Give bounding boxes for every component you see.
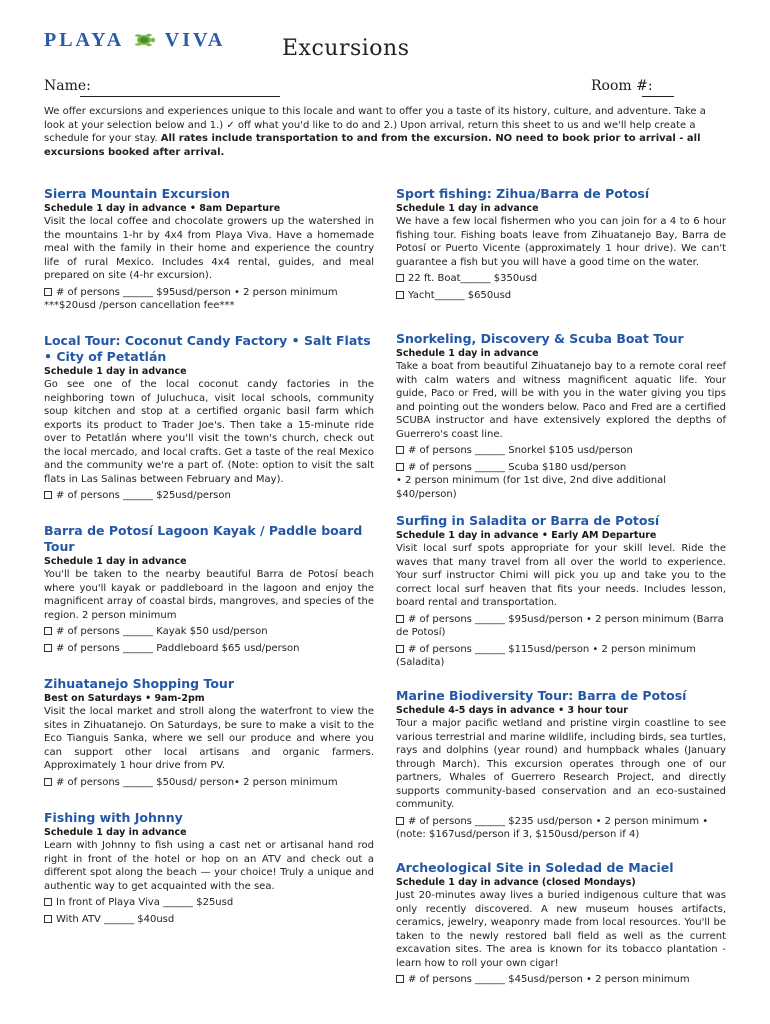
- option-label: # of persons ______ $25usd/person: [56, 490, 231, 501]
- checkbox[interactable]: [396, 645, 404, 653]
- intro-text: We offer excursions and experiences unique to this locale and want to offer you a taste of its history, culture, and adventure. Take a look at your selection below and 1.) ✓ off what you'd like to do and 2.) Upon arrival, return this sheet to us and we'll help create a schedule for your stay.: [44, 106, 706, 144]
- booking-option[interactable]: [44, 776, 374, 790]
- excursion-local-tour: [44, 333, 374, 503]
- excursion-schedule: Schedule 1 day in advance: [44, 556, 187, 567]
- option-label: In front of Playa Viva ______ $25usd: [56, 897, 234, 908]
- excursion-description: Learn with Johnny to fish using a cast net or artisanal hand rod right in front of the hotel or hop on an ATV and check out a different spot along the beach — your choice! Truly a unique and authentic way to get acquainted with the sea.: [44, 840, 374, 892]
- excursion-description: Visit the local market and stroll along the waterfront to view the sites in Zihuatanejo. On Saturdays, be sure to make a visit to the Eco Tianguis Sanka, where we sell our produce and where you can support other local artisans and organic farmers. Approximately 1 hour drive from PV.: [44, 706, 374, 771]
- excursion-schedule: Schedule 4-5 days in advance • 3 hour tour: [396, 705, 628, 716]
- turtle-icon: [131, 32, 157, 48]
- excursion-description: You'll be taken to the nearby beautiful Barra de Potosí beach where you'll kayak or paddleboard in the lagoon and enjoy the magnificent array of coastal birds, mangroves, and species of the region. 2 person minimum: [44, 569, 374, 621]
- intro-paragraph: [44, 105, 726, 159]
- checkbox[interactable]: [396, 291, 404, 299]
- checkbox[interactable]: [396, 274, 404, 282]
- booking-option[interactable]: [396, 973, 726, 987]
- excursion-title: Sierra Mountain Excursion: [44, 186, 230, 201]
- excursion-snorkeling: [396, 331, 726, 501]
- name-label: Name:: [44, 78, 91, 94]
- option-label: Yacht______ $650usd: [408, 289, 512, 301]
- checkbox[interactable]: [396, 817, 404, 825]
- booking-option[interactable]: [396, 444, 726, 458]
- option-label: # of persons ______ $45usd/person • 2 person minimum: [408, 974, 690, 985]
- excursion-title: Fishing with Johnny: [44, 810, 183, 825]
- option-label: # of persons ______ Paddleboard $65 usd/person: [56, 642, 300, 654]
- checkbox[interactable]: [396, 463, 404, 471]
- option-label: # of persons ______ Snorkel $105 usd/person: [408, 445, 633, 456]
- excursion-description: Take a boat from beautiful Zihuatanejo bay to a remote coral reef with calm waters and witness magnificent aquatic life. Your guide, Paco or Fred, will be with you in the water giving you tips and pointing out the wonders below. Paco and Fred are a certified SCUBA instructor and have extensively explored the depths of Guerrero's coast line.: [396, 361, 726, 440]
- excursion-title: Barra de Potosí Lagoon Kayak / Paddle board Tour: [44, 523, 363, 554]
- checkbox[interactable]: [44, 288, 52, 296]
- excursion-schedule: Schedule 1 day in advance • 8am Departure: [44, 203, 281, 214]
- excursion-title: Local Tour: Coconut Candy Factory • Salt Flats • City of Petatlán: [44, 333, 371, 364]
- booking-option[interactable]: [44, 489, 374, 503]
- booking-option[interactable]: [44, 625, 374, 639]
- option-label: # of persons ______ Kayak $50 usd/person: [56, 626, 268, 637]
- excursion-description: We have a few local fishermen who you can join for a 4 to 6 hour fishing tour. Fishing boats leave from Zihuatanejo Bay, Barra de Potosí or Puerto Vicente (approximately 1 hour drive). We can't guarantee a fish but you will have a good time on the water.: [396, 216, 726, 268]
- booking-option[interactable]: [396, 289, 726, 303]
- option-label: # of persons ______ $95usd/person • 2 person minimum: [56, 286, 338, 298]
- excursion-surfing: [396, 513, 726, 670]
- excursion-schedule: Schedule 1 day in advance: [396, 348, 539, 359]
- excursion-description: Visit the local coffee and chocolate growers up the watershed in the mountains 1-hr by 4x4 from Playa Viva. Have a homemade meal with the family in their home and experience the country life of rural Mexico. Includes 4x4 rental, guides, and meal prepared on site (4-hr excursion).: [44, 216, 374, 281]
- minimum-note: • 2 person minimum (for 1st dive, 2nd dive additional $40/person): [396, 475, 667, 500]
- excursion-title: Marine Biodiversity Tour: Barra de Potosí: [396, 688, 687, 703]
- guest-info-bar: [44, 80, 734, 102]
- checkbox[interactable]: [44, 778, 52, 786]
- option-label: # of persons ______ $50usd/ person• 2 person minimum: [56, 776, 338, 788]
- booking-option[interactable]: [44, 896, 374, 910]
- excursion-schedule: Schedule 1 day in advance • Early AM Departure: [396, 530, 657, 541]
- playa-viva-logo: [44, 29, 226, 51]
- option-label: 22 ft. Boat______ $350usd: [408, 273, 538, 284]
- name-field[interactable]: [80, 96, 280, 97]
- excursion-kayak-tour: [44, 523, 374, 655]
- excursion-title: Archeological Site in Soledad de Maciel: [396, 860, 674, 875]
- excursion-sierra-mountain: [44, 186, 374, 313]
- booking-option[interactable]: [44, 286, 374, 300]
- excursion-marine-biodiversity: [396, 688, 726, 842]
- booking-option[interactable]: [396, 272, 726, 286]
- booking-option[interactable]: [396, 461, 726, 475]
- excursion-description: Just 20-minutes away lives a buried indigenous culture that was only recently discovered. A new museum houses artifacts, ceramics, jewelry, weaponry made from local resources. You'll be taken to the newly restored ball field as well as the current excavation sites. The area is known for its tobacco plantation - learn how to roll your own cigar!: [396, 890, 726, 969]
- excursion-schedule: Schedule 1 day in advance (closed Mondays): [396, 877, 636, 888]
- cancellation-note: ***$20usd /person cancellation fee***: [44, 300, 235, 311]
- excursion-description: Go see one of the local coconut candy factories in the neighboring town of Juluchuca, visit local schools, community soup kitchen and stop at a certified organic basil farm which exports its product to Trader Joe's. Then take a 15-minute ride over to Petatlán where you'll visit the town's church, check out the local mercado, and local crafts. Get a taste of the real Mexico and the community we're a part of. (Note: option to visit the salt flats in Las Salinas between February and May).: [44, 379, 374, 485]
- excursion-schedule: Best on Saturdays • 9am-2pm: [44, 693, 205, 704]
- page-header: [44, 30, 734, 70]
- checkbox[interactable]: [44, 898, 52, 906]
- option-label: # of persons ______ $235 usd/person • 2 person minimum • (note: $167usd/person if 3, $150usd/person if 4): [396, 815, 709, 840]
- excursion-fishing-johnny: [44, 810, 374, 926]
- checkbox[interactable]: [44, 915, 52, 923]
- option-label: # of persons ______ $115usd/person • 2 person minimum (Saladita): [396, 643, 696, 668]
- excursion-shopping-tour: [44, 676, 374, 789]
- excursion-title: Zihuatanejo Shopping Tour: [44, 676, 234, 691]
- room-label: Room #:: [591, 78, 653, 94]
- checkbox[interactable]: [396, 615, 404, 623]
- page-title: Excursions: [282, 36, 410, 61]
- booking-option[interactable]: [44, 642, 374, 656]
- booking-option[interactable]: [396, 815, 726, 842]
- excursion-description: Tour a major pacific wetland and pristine virgin coastline to see various terrestrial and marine wildlife, including birds, sea turtles, rays and dolphins (year round) and humpback whales (January through March). This excursion operates through one of our partners, Whales of Guerrero Research Project, and directly supports community-based conservation and an eco-sustained community.: [396, 718, 727, 810]
- excursion-archeological-site: [396, 860, 726, 987]
- booking-option[interactable]: [396, 613, 726, 640]
- excursion-sport-fishing: [396, 186, 726, 302]
- checkbox[interactable]: [44, 627, 52, 635]
- option-label: # of persons ______ Scuba $180 usd/person: [408, 461, 627, 473]
- excursion-title: Sport fishing: Zihua/Barra de Potosí: [396, 186, 650, 201]
- excursion-title: Snorkeling, Discovery & Scuba Boat Tour: [396, 331, 684, 346]
- room-field[interactable]: [642, 96, 674, 97]
- logo-text-right: VIVA: [164, 29, 226, 51]
- checkbox[interactable]: [396, 975, 404, 983]
- checkbox[interactable]: [396, 446, 404, 454]
- option-label: With ATV ______ $40usd: [56, 913, 175, 925]
- excursion-title: Surfing in Saladita or Barra de Potosí: [396, 513, 660, 528]
- excursion-description: Visit local surf spots appropriate for your skill level. Ride the waves that many travel from all over the world to experience. Your surf instructor Chimi will pick you up and take you to the correct local surf heaven that fits your needs. Includes lesson, board rental and transportation.: [396, 543, 726, 608]
- excursion-schedule: Schedule 1 day in advance: [396, 203, 539, 214]
- checkbox[interactable]: [44, 644, 52, 652]
- booking-option[interactable]: [396, 643, 726, 670]
- checkbox[interactable]: [44, 491, 52, 499]
- excursion-schedule: Schedule 1 day in advance: [44, 827, 187, 838]
- logo-text-left: PLAYA: [44, 29, 124, 51]
- intro-bold-text: All rates include transportation to and from the excursion. NO need to book prior to arrival - all excursions booked after arrival.: [44, 133, 701, 158]
- excursion-schedule: Schedule 1 day in advance: [44, 366, 187, 377]
- booking-option[interactable]: [44, 913, 374, 927]
- option-label: # of persons ______ $95usd/person • 2 person minimum (Barra de Potosí): [396, 613, 724, 638]
